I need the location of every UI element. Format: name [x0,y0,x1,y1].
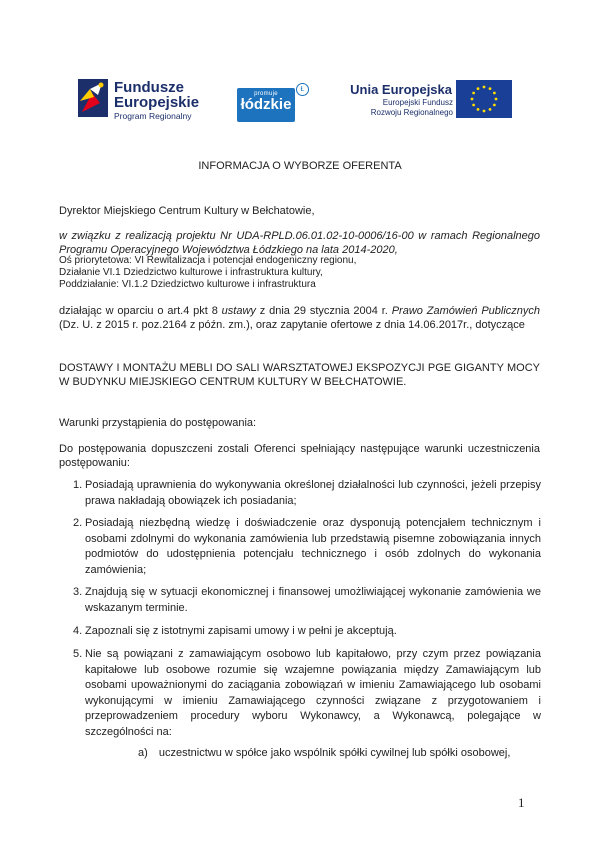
condition-number: 3. [73,586,83,598]
condition-number: 5. [73,648,83,660]
sub-item-a [138,746,510,760]
lodz-small-text: promuje [254,91,278,97]
condition-text: Zapoznali się z istotnymi zapisami umowy i w pełni je akceptują. [85,625,397,637]
condition-number: 2. [73,517,83,529]
condition-text: Znajdują się w sytuacji ekonomicznej i finansowej umożliwiającej wykonanie zamówienia we wskazanym terminie. [85,586,541,614]
condition-number: 4. [73,625,83,637]
legal-part2: z dnia 29 stycznia 2004 r. [255,305,392,317]
condition-item [73,585,541,616]
sub-item-a-text: uczestnictwu w spółce jako wspólnik spółki cywilnej lub spółki osobowej, [158,747,511,759]
eu-star-icon [495,98,498,101]
lodz-mark-icon: Ł [296,83,309,96]
eu-star-icon [489,87,492,90]
eu-star-icon [483,110,486,113]
legal-part3: (Dz. U. z 2015 r. poz.2164 z późn. zm.), oraz zapytanie ofertowe z dnia 14.06.2017r., dotyczące [59,319,525,331]
submeasure: Poddziałanie: VI.1.2 Dziedzictwo kulturowe i infrastruktura [59,279,316,290]
ue-sub-line1: Europejski Fundusz [382,98,453,107]
eu-star-icon [489,108,492,111]
eu-star-icon [472,104,475,107]
condition-item [73,516,541,578]
fe-title-line1: Fundusze [114,79,184,96]
legal-italic2: Prawo Zamówień Publicznych [391,305,541,317]
legal-part1: działając w oparciu o art.4 pkt 8 [59,305,222,317]
eu-star-icon [471,98,474,101]
conditions-heading: Warunki przystąpienia do postępowania: [59,417,257,429]
eu-star-icon [472,92,475,95]
addressee: Dyrektor Miejskiego Centrum Kultury w Bełchatowie, [59,205,315,217]
eu-star-icon [493,104,496,107]
condition-text: Posiadają niezbędną wiedzę i doświadczenie oraz dysponują potencjałem technicznym i osobami zdolnymi do wykonania zamówienia lub przedstawią pisemne zobowiązania innych podmiotów do udostępnienia potencjału technicznego i osób zdolnych do wykonania zamówienia; [85,517,541,576]
legal-basis [59,304,540,332]
priority-axis: Oś priorytetowa: VI Rewitalizacja i potencjał endogeniczny regionu, [59,255,357,266]
page-number: 1 [518,795,525,810]
eu-star-icon [477,87,480,90]
conditions-intro: Do postępowania dopuszczeni zostali Oferenci spełniający następujące warunki uczestniczenia postępowaniu: [59,443,540,469]
eu-star-icon [493,92,496,95]
sub-item-a-label: a) [138,747,148,759]
fe-title-line2: Europejskie [114,94,200,111]
fundusze-europejskie-title [114,80,199,110]
condition-number: 1. [73,479,83,491]
eu-flag-icon [456,80,512,118]
ue-sub-line2: Rozwoju Regionalnego [370,108,453,117]
ue-title: Unia Europejska [350,82,452,97]
subject: DOSTAWY I MONTAŻU MEBLI DO SALI WARSZTATOWEJ EKSPOZYCJI PGE GIGANTY MOCY W BUDYNKU MIEJSKIEGO CENTRUM KULTURY W BEŁCHATOWIE. [59,362,540,388]
project-text: w związku z realizacją projektu Nr UDA-RPLD.06.01.02-10-0006/16-00 w ramach Regionalnego Programu Operacyjnego Województwa Łódzkiego na lata 2014-2020, [59,230,540,256]
condition-item [73,624,541,640]
eu-star-icon [483,86,486,89]
measure: Działanie VI.1 Dziedzictwo kulturowe i infrastruktura kultury, [59,267,323,278]
fe-subtitle: Program Regionalny [114,111,192,121]
promuje-lodzkie-logo [237,88,295,122]
condition-text: Nie są powiązani z zamawiającym osobowo lub kapitałowo, przy czym przez powiązania kapitałowe lub osobowe rozumie się wzajemne powiązania między Zamawiającym lub osobami upoważnionymi do zaciągania zobowiązań w imieniu Zamawiającego lub osobami wykonującymi w imieniu Zamawiającego czynności związane z przygotowaniem i przeprowadzeniem procedury wyboru Wykonawcy, a Wykonawcą, polegające w szczególności na: [85,648,541,738]
condition-item [73,647,541,740]
fundusze-europejskie-logo-icon [78,79,108,117]
condition-text: Posiadają uprawnienia do wykonywania określonej działalności lub czynności, jeżeli przepisy prawa nakładają obowiązek ich posiadania; [85,479,541,507]
ue-subtitle [338,98,453,118]
legal-italic1: ustawy [221,305,256,317]
condition-item [73,478,541,509]
lodz-big-text: łódzkie [240,96,292,113]
eu-star-icon [477,108,480,111]
document-title: INFORMACJA O WYBORZE OFERENTA [198,160,402,172]
